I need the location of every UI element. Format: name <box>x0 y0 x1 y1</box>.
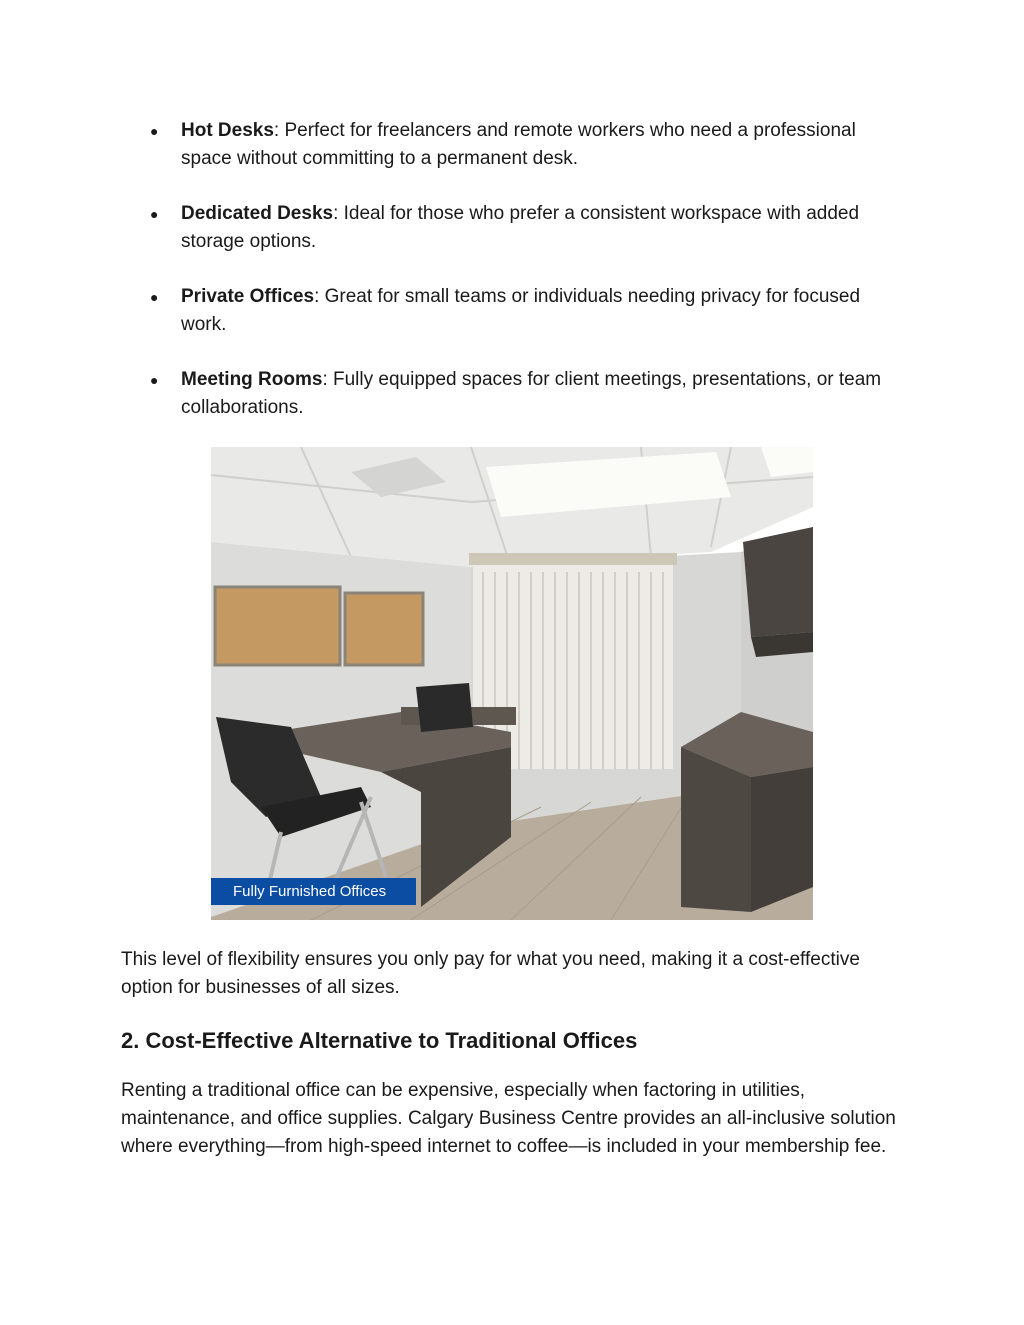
list-item-term: Meeting Rooms <box>181 369 323 390</box>
bullet-icon: ● <box>150 206 159 222</box>
list-item-term: Private Offices <box>181 286 315 307</box>
paragraph-cost: Renting a traditional office can be expensive, especially when factoring in utilities, maintenance, and office supplies. Calgary Business Centre provides an all-inclusive solution where everything—from high-speed internet to coffee—is included in your membership fee. <box>121 1080 896 1157</box>
list-item-text: : Ideal for those who prefer a consistent workspace with added storage options. <box>181 203 860 252</box>
list-item <box>0 283 901 339</box>
photo-caption: Fully Furnished Offices <box>233 883 387 900</box>
list-item <box>0 200 901 256</box>
section-heading: 2. Cost-Effective Alternative to Traditional Offices <box>121 1028 638 1053</box>
list-item-text: : Perfect for freelancers and remote workers who need a professional space without committing to a permanent desk. <box>181 120 856 169</box>
office-photo <box>211 447 813 920</box>
bullet-icon: ● <box>150 123 159 139</box>
bullet-icon: ● <box>150 372 159 388</box>
list-item <box>0 366 901 422</box>
list-item-text: : Great for small teams or individuals needing privacy for focused work. <box>181 286 861 335</box>
bullet-icon: ● <box>150 289 159 305</box>
list-item <box>0 117 901 173</box>
list-item-term: Dedicated Desks <box>181 203 334 224</box>
list-item-text: : Fully equipped spaces for client meetings, presentations, or team collaborations. <box>181 369 882 418</box>
list-item-term: Hot Desks <box>181 120 274 141</box>
paragraph-flexibility: This level of flexibility ensures you only pay for what you need, making it a cost-effective option for businesses of all sizes. <box>121 949 860 998</box>
workspace-options-list <box>0 117 1024 449</box>
